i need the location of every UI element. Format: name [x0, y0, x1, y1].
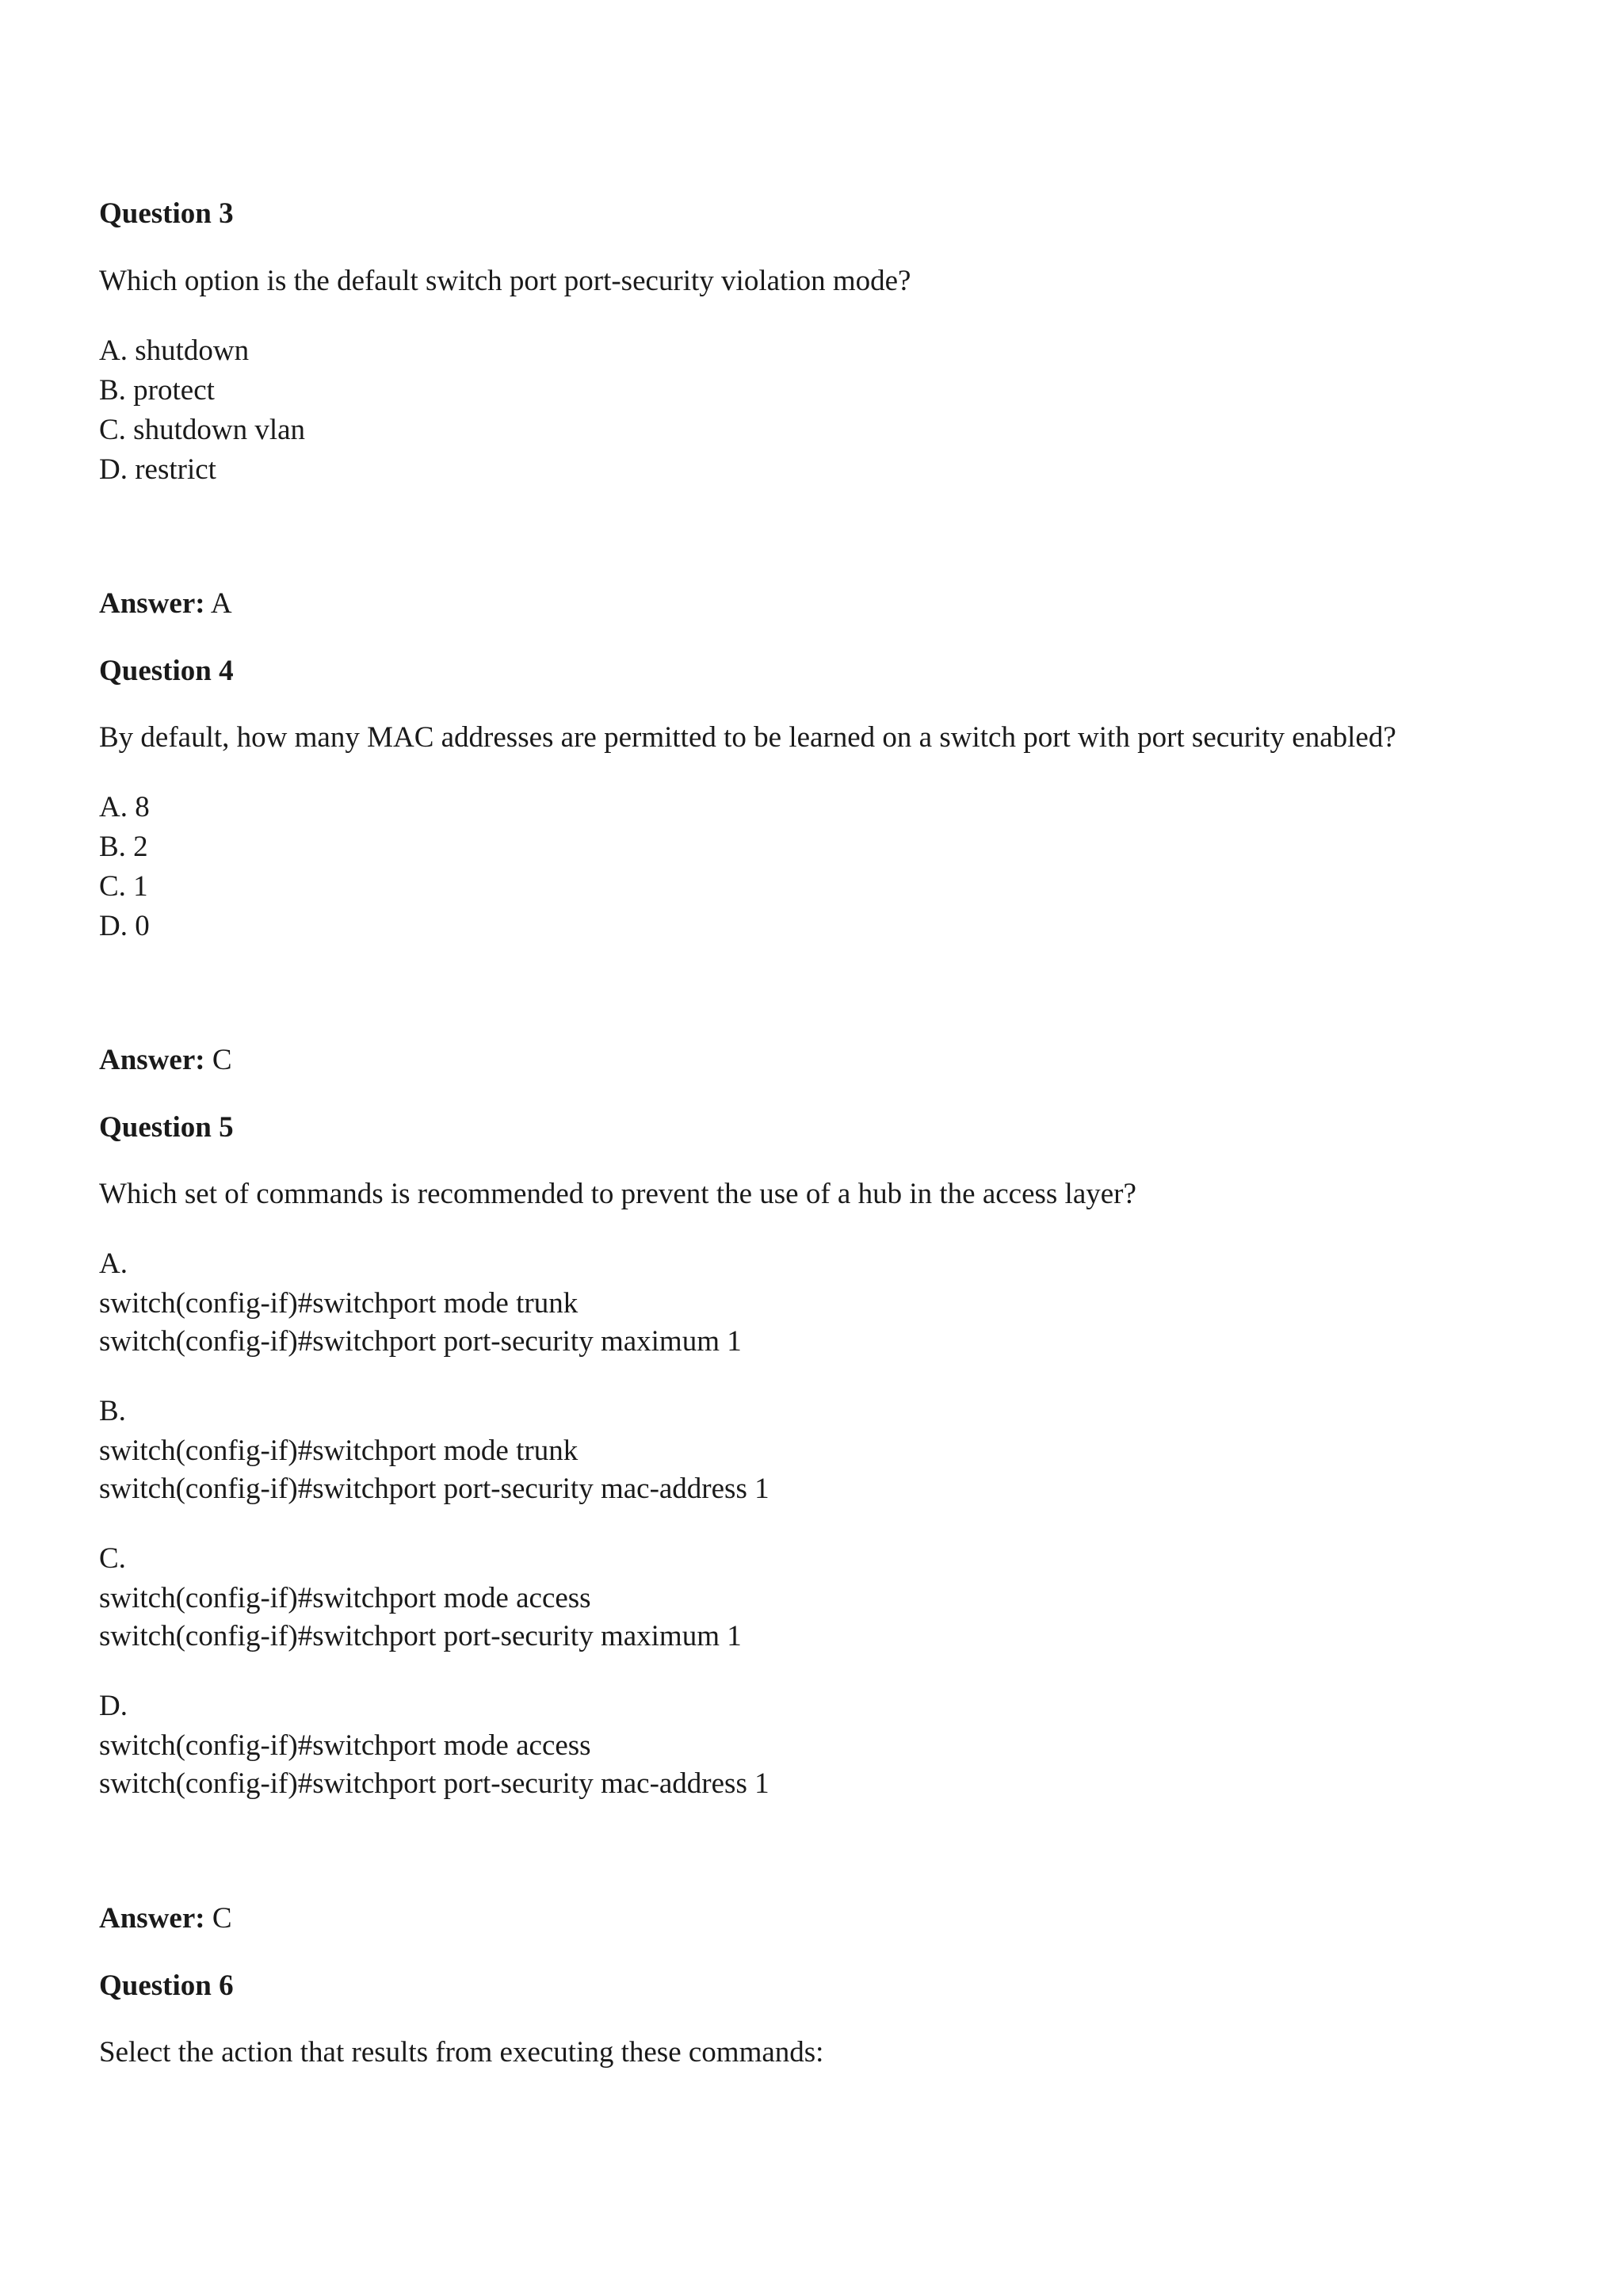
answer-option: B. 2: [99, 831, 148, 863]
command-line: switch(config-if)#switchport port-security maximum 1: [99, 1620, 742, 1652]
answer-option: C. shutdown vlan: [99, 414, 306, 446]
question-heading: Question 6: [99, 1969, 234, 2002]
answer-option: D. 0: [99, 910, 150, 942]
command-line: switch(config-if)#switchport port-security mac-address 1: [99, 1473, 769, 1505]
question-text: Which set of commands is recommended to prevent the use of a hub in the access layer?: [99, 1178, 1136, 1210]
command-line: switch(config-if)#switchport mode access: [99, 1729, 591, 1762]
answer-value: C: [212, 1902, 232, 1935]
command-line: switch(config-if)#switchport port-security mac-address 1: [99, 1767, 769, 1800]
answer-line: [99, 1041, 232, 1080]
question-heading: Question 5: [99, 1111, 234, 1144]
answer-label: Answer:: [99, 587, 205, 620]
answer-option-label: B.: [99, 1395, 126, 1427]
answer-label: Answer:: [99, 1044, 205, 1076]
command-line: switch(config-if)#switchport mode access: [99, 1582, 591, 1614]
question-heading: Question 3: [99, 197, 234, 230]
command-line: switch(config-if)#switchport mode trunk: [99, 1287, 579, 1320]
answer-value: C: [212, 1044, 232, 1076]
answer-option: D. restrict: [99, 453, 216, 486]
answer-option: A. shutdown: [99, 334, 250, 367]
answer-value: A: [210, 587, 232, 620]
answer-line: [99, 1899, 232, 1939]
answer-option-label: C.: [99, 1542, 126, 1575]
answer-option: A. 8: [99, 791, 150, 823]
command-line: switch(config-if)#switchport mode trunk: [99, 1435, 579, 1467]
answer-option-label: D.: [99, 1690, 128, 1722]
question-heading: Question 4: [99, 655, 234, 687]
answer-option: B. protect: [99, 374, 215, 407]
command-line: switch(config-if)#switchport port-security maximum 1: [99, 1325, 742, 1358]
answer-option: C. 1: [99, 870, 148, 903]
question-text: By default, how many MAC addresses are permitted to be learned on a switch port with port security enabled?: [99, 721, 1396, 754]
answer-line: [99, 584, 232, 624]
question-text: Select the action that results from executing these commands:: [99, 2036, 824, 2069]
answer-option-label: A.: [99, 1247, 128, 1280]
question-text: Which option is the default switch port port-security violation mode?: [99, 265, 911, 297]
answer-label: Answer:: [99, 1902, 205, 1935]
